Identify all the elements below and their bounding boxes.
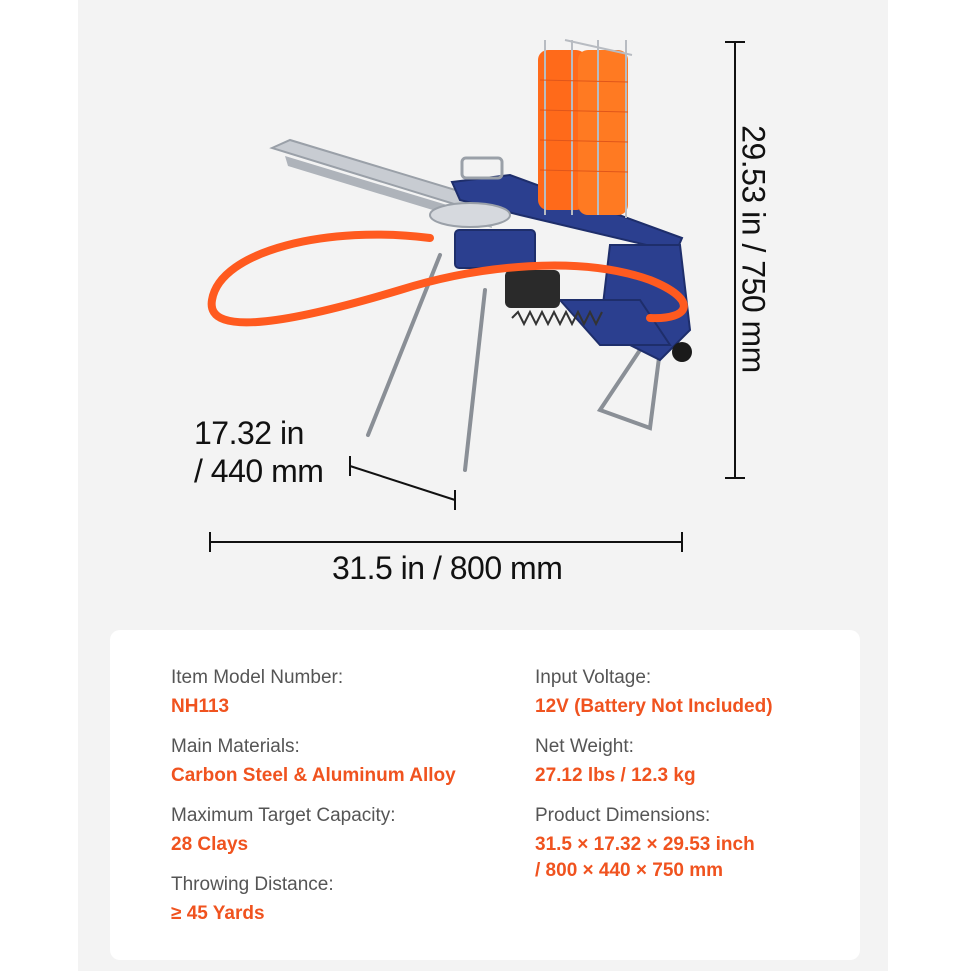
rear-stand [600,350,660,428]
spec-capacity-label: Maximum Target Capacity: [171,805,396,826]
height-dimension-label: 29.53 in / 750 mm [735,125,772,373]
spec-model [171,666,501,720]
width-dimension-label: 31.5 in / 800 mm [332,550,563,586]
spec-model-label: Item Model Number: [171,667,344,688]
width-dimension-line [210,532,682,552]
spec-distance-label: Throwing Distance: [171,874,334,895]
spec-weight-label: Net Weight: [535,736,634,757]
spec-materials-label: Main Materials: [171,736,300,757]
spec-voltage-label: Input Voltage: [535,667,652,688]
spec-capacity-value: 28 Clays [171,834,249,855]
ground-stakes [368,255,485,470]
spec-materials-value: Carbon Steel & Aluminum Alloy [171,765,456,786]
clay-magazine [538,40,632,218]
spec-weight [535,735,865,789]
motor [505,270,560,308]
spec-dimensions-value-line2: / 800 × 440 × 750 mm [535,860,724,881]
spec-voltage-value: 12V (Battery Not Included) [535,696,773,717]
spec-materials [171,735,501,789]
spec-distance [171,873,501,927]
spec-dimensions-value-line1: 31.5 × 17.32 × 29.53 inch [535,834,755,855]
spec-voltage [535,666,865,720]
spec-card [110,630,860,960]
base-plate [430,203,510,227]
depth-dimension-label [194,414,323,490]
spec-distance-value: ≥ 45 Yards [171,903,265,924]
handle [462,158,502,178]
spec-dimensions [535,804,865,884]
adjustment-knob [672,342,692,362]
spec-model-value: NH113 [171,696,230,717]
spec-weight-value: 27.12 lbs / 12.3 kg [535,765,696,786]
spec-capacity [171,804,501,858]
spec-dimensions-label: Product Dimensions: [535,805,711,826]
depth-dimension-mm: / 440 mm [194,453,324,489]
depth-dimension-inches: 17.32 in [194,415,304,451]
depth-dimension-line [350,456,455,510]
